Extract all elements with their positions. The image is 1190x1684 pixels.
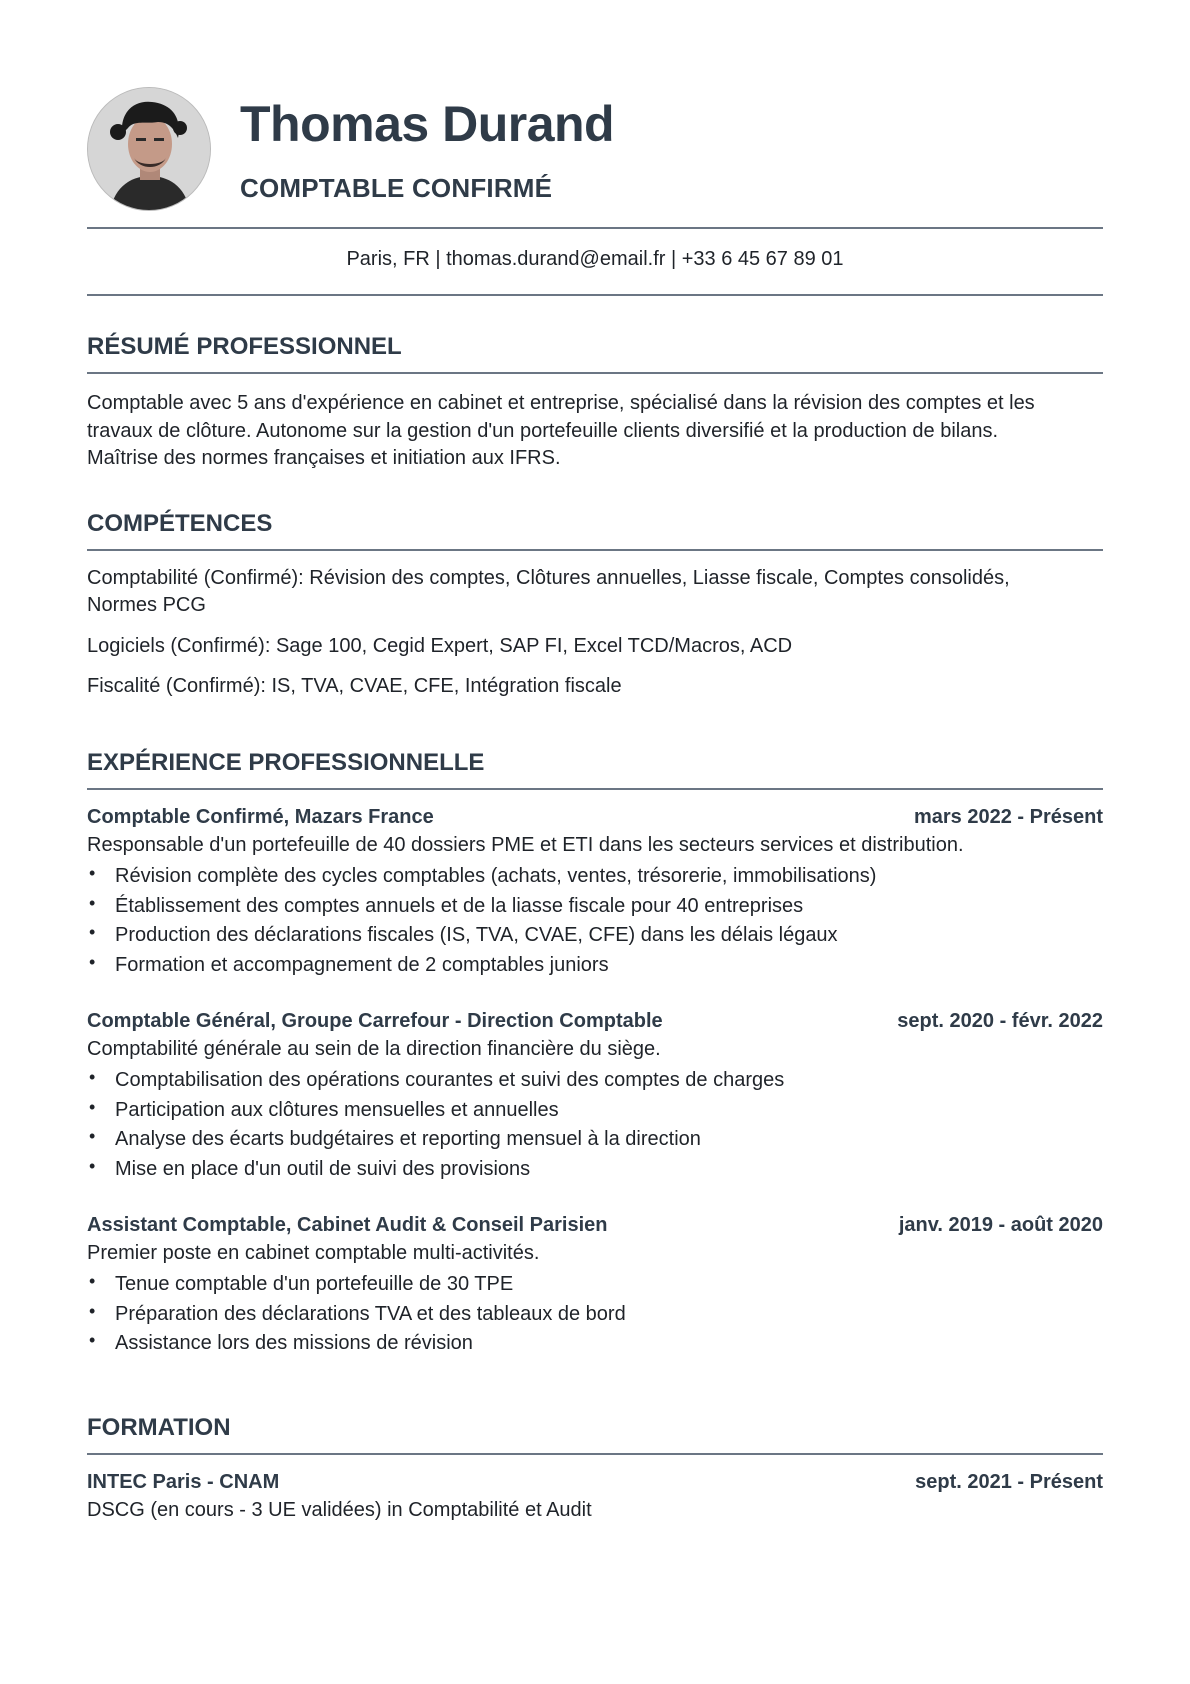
header-divider-top bbox=[87, 227, 1103, 229]
section-divider-summary bbox=[87, 372, 1103, 374]
job-header bbox=[87, 1214, 1103, 1242]
summary-line: Comptable avec 5 ans d'expérience en cabinet et entreprise, spécialisé dans la révision des comptes et les bbox=[87, 392, 1035, 414]
avatar-portrait-icon bbox=[88, 88, 211, 211]
section-divider-experience bbox=[87, 788, 1103, 790]
list-item: • Production des déclarations fiscales (IS, TVA, CVAE, CFE) dans les délais légaux bbox=[87, 921, 1103, 951]
contact-line: Paris, FR | thomas.durand@email.fr | +33 6 45 67 89 01 bbox=[346, 248, 844, 270]
summary-line: travaux de clôture. Autonome sur la gestion d'un portefeuille clients diversifié et la production de bilans. bbox=[87, 419, 999, 442]
job-bullets bbox=[87, 862, 1103, 980]
job-description: Responsable d'un portefeuille de 40 dossiers PME et ETI dans les secteurs services et distribution. bbox=[87, 834, 964, 856]
job-title: COMPTABLE CONFIRMÉ bbox=[240, 173, 553, 203]
skill-line: Fiscalité (Confirmé): IS, TVA, CVAE, CFE, Intégration fiscale bbox=[87, 675, 622, 697]
section-divider-education bbox=[87, 1453, 1103, 1455]
list-item: • Assistance lors des missions de révision bbox=[87, 1329, 1103, 1359]
list-item: • Analyse des écarts budgétaires et reporting mensuel à la direction bbox=[87, 1125, 1103, 1155]
list-item: • Participation aux clôtures mensuelles et annuelles bbox=[87, 1096, 1103, 1126]
job-dates: janv. 2019 - août 2020 bbox=[898, 1214, 1103, 1236]
job-header bbox=[87, 806, 1103, 834]
list-item: • Mise en place d'un outil de suivi des provisions bbox=[87, 1155, 1103, 1185]
section-title-skills: COMPÉTENCES bbox=[87, 510, 273, 537]
header-divider-bottom bbox=[87, 294, 1103, 296]
education-header bbox=[87, 1471, 1103, 1499]
skill-line: Normes PCG bbox=[87, 594, 206, 616]
skill-line: Comptabilité (Confirmé): Révision des comptes, Clôtures annuelles, Liasse fiscale, Comptes consolidés, bbox=[87, 567, 1010, 589]
summary-line: Maîtrise des normes françaises et initiation aux IFRS. bbox=[87, 447, 561, 469]
resume-header bbox=[87, 87, 1103, 211]
section-title-experience: EXPÉRIENCE PROFESSIONNELLE bbox=[87, 749, 485, 776]
education-school: INTEC Paris - CNAM bbox=[87, 1471, 280, 1493]
job-description: Comptabilité générale au sein de la direction financière du siège. bbox=[87, 1038, 661, 1060]
list-item: • Révision complète des cycles comptables (achats, ventes, trésorerie, immobilisations) bbox=[87, 862, 1103, 892]
list-item: • Comptabilisation des opérations courantes et suivi des comptes de charges bbox=[87, 1066, 1103, 1096]
section-title-summary: RÉSUMÉ PROFESSIONNEL bbox=[87, 333, 402, 360]
job-description: Premier poste en cabinet comptable multi-activités. bbox=[87, 1242, 540, 1264]
education-dates: sept. 2021 - Présent bbox=[915, 1471, 1103, 1493]
job-title-company: Assistant Comptable, Cabinet Audit & Conseil Parisien bbox=[87, 1214, 608, 1236]
job-dates: mars 2022 - Présent bbox=[913, 806, 1103, 828]
education-degree: DSCG (en cours - 3 UE validées) in Comptabilité et Audit bbox=[87, 1499, 592, 1521]
avatar bbox=[87, 87, 211, 211]
list-item: • Tenue comptable d'un portefeuille de 30 TPE bbox=[87, 1270, 1103, 1300]
job-title-company: Comptable Général, Groupe Carrefour - Direction Comptable bbox=[87, 1010, 663, 1032]
list-item: • Formation et accompagnement de 2 comptables juniors bbox=[87, 951, 1103, 981]
summary-text bbox=[87, 390, 1103, 473]
list-item: • Établissement des comptes annuels et de la liasse fiscale pour 40 entreprises bbox=[87, 892, 1103, 922]
job-title-company: Comptable Confirmé, Mazars France bbox=[87, 806, 434, 828]
section-divider-skills bbox=[87, 549, 1103, 551]
job-header bbox=[87, 1010, 1103, 1038]
job-dates: sept. 2020 - févr. 2022 bbox=[897, 1010, 1103, 1032]
job-bullets bbox=[87, 1066, 1103, 1184]
skill-line: Logiciels (Confirmé): Sage 100, Cegid Expert, SAP FI, Excel TCD/Macros, ACD bbox=[87, 635, 793, 657]
list-item: • Préparation des déclarations TVA et des tableaux de bord bbox=[87, 1300, 1103, 1330]
person-name: Thomas Durand bbox=[240, 96, 615, 152]
section-title-education: FORMATION bbox=[87, 1414, 231, 1441]
job-bullets bbox=[87, 1270, 1103, 1359]
